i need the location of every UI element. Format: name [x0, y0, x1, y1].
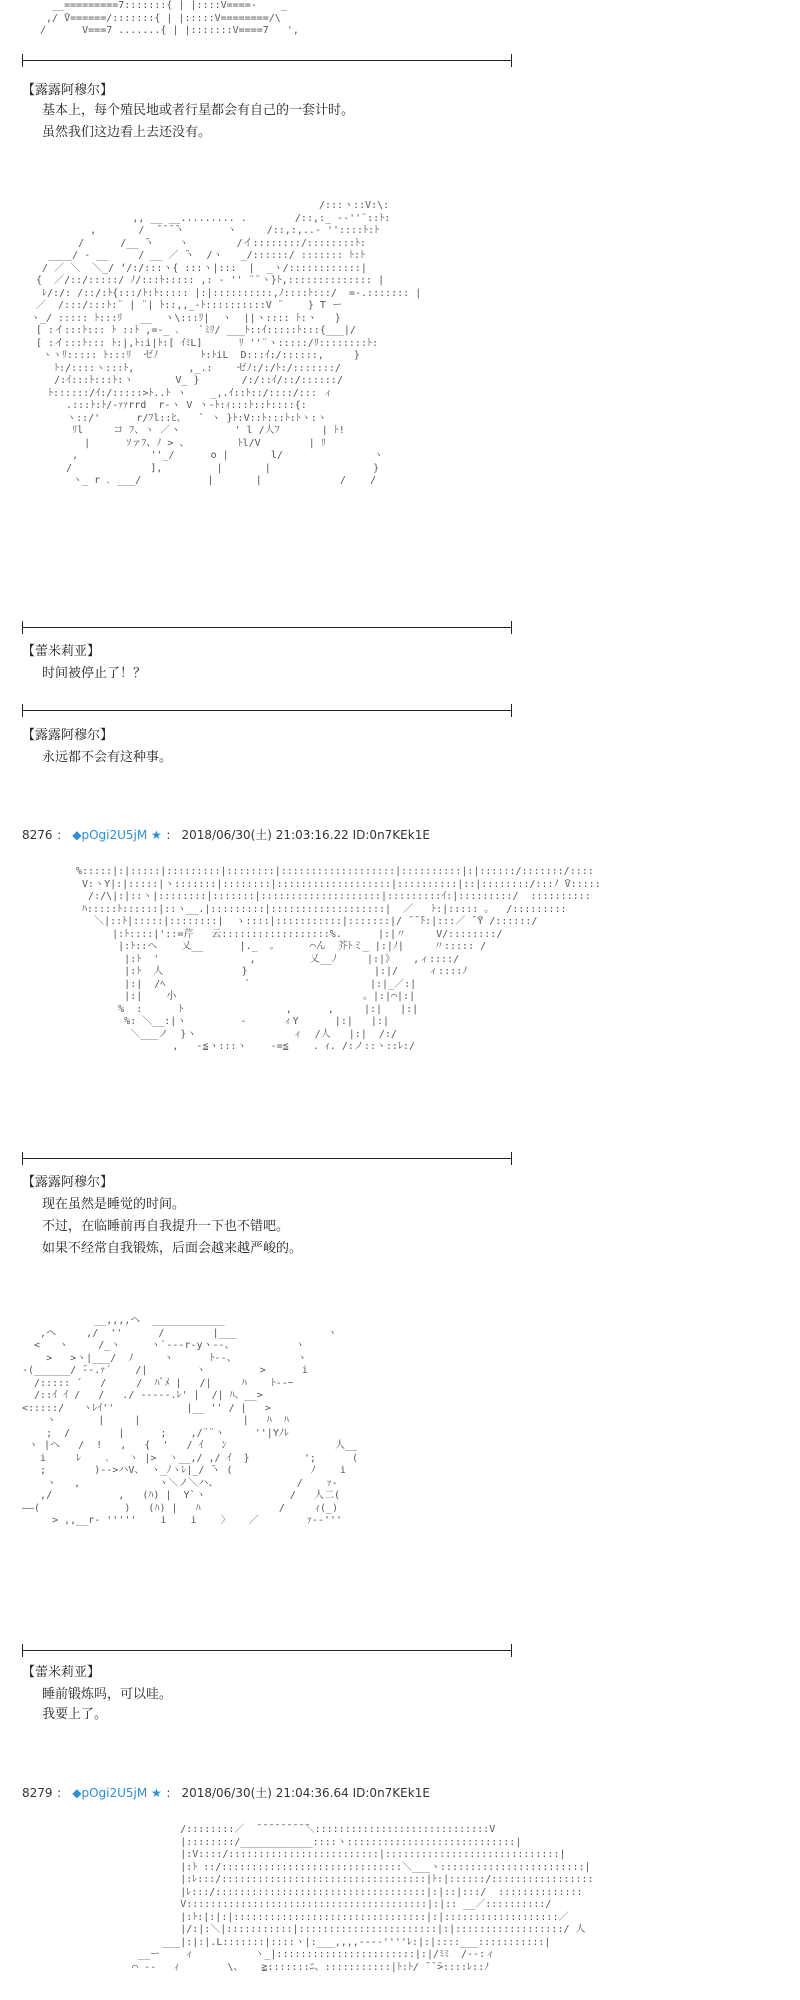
divider-line: [22, 1650, 512, 1651]
dialogue-line: 永远都不会有这种事。: [42, 750, 173, 765]
speaker-name: 【露露阿穆尔】: [22, 1175, 114, 1190]
dialogue-line: 我要上了。: [42, 1707, 108, 1722]
post-separator: ：: [165, 1786, 178, 1800]
divider-line: [22, 60, 512, 61]
speaker-name: 【蕾米莉亚】: [22, 644, 101, 659]
speaker-name: 【蕾米莉亚】: [22, 1665, 101, 1680]
dialogue-line: 不过，在临睡前再自我提升一下也不错吧。: [42, 1219, 290, 1234]
poster-id: ID:0n7KEk1E: [352, 828, 430, 842]
post-header: [22, 827, 430, 843]
dialogue-line: 时间被停止了！？: [42, 666, 147, 681]
post-separator: ：: [56, 1786, 69, 1800]
post-date: 2018/06/30(土) 21:03:16.22: [181, 828, 349, 842]
post-separator: ：: [165, 828, 178, 842]
post-number: 8279: [22, 1786, 53, 1800]
post-date: 2018/06/30(土) 21:04:36.64: [181, 1786, 349, 1800]
divider-line: [22, 627, 512, 628]
poster-trip-link[interactable]: ◆pOgi2U5jM ★: [72, 828, 162, 842]
post-number: 8276: [22, 828, 53, 842]
divider-line: [22, 710, 512, 711]
ascii-art-character: /:::ヽ::V:\: ,, __ __......... . /::,:_ -‐''¨::ﾄ: , / ̄ ̄ ̄ ̄ヽ ヽ /::,:,..- ''::::ﾄ:ﾄ / /__ ̄ヽ ヽ /イ::::::::/::::::::ﾄ: ____/ ‐ __ / __ ／ ̄ヽ /ヽ _/::::::/ ::::::: ﾄ:ﾄ / ／ ＼ ＼_/ ‘/:/:::ヽ{ :::ヽ|::: | _ヽ/::::::::::::| { ／/::/:::::/ ﾉ/:::ﾄ::::: ,: ‐ '' ¨¨ヽ}ﾄ,:::::::::::::: | ﾚ/:/: /::/:ﾄ{:::/ﾄ:ﾄ::::: |:|::::::::::,ﾉ::::ﾄ:::/ =-.::::::: | ／ /:::/:::ﾄ:¨ | ¨| ﾄ::,,_-ﾄ::::::::::V ¨ } T ー ヽ_/ ::::: ﾄ:::ﾘ __ ヽ\:::ﾘ| ヽ ||ヽ:::: ﾄ:ヽ } [ :イ:::ﾄ::: ﾄ ::ﾄ ,=-_ ､ `ﾐﾘ/ ___ﾄ::ｲ:::::ﾄ:::{___|/ [ :イ:::ﾄ::: ﾄ:|,ﾄ:i|ﾄ:[ ｲﾐL] ﾘ ''¨ヽ:::::/ﾘ::::::::ﾄ: ヽヽﾘ::::: ﾄ:::ﾘ ゼﾉ ﾄ:ﾄiL D:::ｲ:/::::::, } ﾄ:/::::ヽ:::ﾄ, ,_.: ゼﾉ:/:/ﾄ:/:::::::/ /:ｲ:::ﾄ:::ﾄ:ヽ V_ } /:/::ｲ/::/::::::/ ﾄ::::::/ｲ:/:::::>ﾄ..ﾄ ヽ _,.ｲ::ﾄ::/::::/::: ィ .:::ﾄ:ﾄ/‐ｧｧrrd r‐ヽ V ヽ‐ﾄ:ｨ:::ﾄ::ﾄ::::{: ヽ::/' r/ﾌl::ﾋ、 ` ヽ }ﾄ:V::ﾄ:::ﾄ:ﾄヽ:ヽ ﾘl コ ﾌ、ヽ ／ヽ ' l /人ﾌ | ﾄ! | ｿァﾌ、ﾉ > 、 ﾄl/V | ﾘ , ''_/ o | l/ ヽ / ], | | } ヽ_ r ､ ___/ | | / /: [30, 200, 422, 486]
dialogue-line: 睡前锻炼吗，可以哇。: [42, 1687, 173, 1702]
ascii-art-character: /::::::::／ ̄ ̄ ̄ ̄ ̄ ̄ ̄ ̄ ̄＼:::::::::::::::::::::::::::::V |::::::::/____________::::ヽ::::::::::::::::::::::::::::| |:V::::/:::::::::::::::::::::::::|:::::::::::::::::::::::::::::| |:ﾄ ::/::::::::::::::::::::::::::::::＼___ヽ::::::::::::::::::::::::| |:ﾚ:::/::::::::::::::::::::::::::::::::::|ﾄ:|::::::/::::::::::::::::: |ﾚ:::/:::::::::::::::::::::::::::::::::::|:|::|:::/ :::::::::::::: V::::::::::::::::::::::::::::::::::::::::|:|:: __／::::::::::/ |:ﾄ:|:|:|::::::::::::::::::::::::::::::::|:|:::::::::::::::::::／ |/:|:＼|:::::::::::|:::::::::::::::::::::::|:|::::::::::::::::::/ 人 ___|:|:|.L:::::::|::::ヽ|:___,,,,----''''ﾚ:|:|::::___:::::::::::| __ー ィ ヽ_|:::::::::::::::::::::::|:|/ﾐﾐ /‐-:ィ ⌒ ‐- ｨ \、 ≧:::::::ﾆ、:::::::::::|ﾄ:ﾄ/ ̄ ̄ ̄>::::ﾚ::ﾉ: [132, 1824, 594, 1973]
dialogue-line: 虽然我们这边看上去还没有。: [42, 125, 212, 140]
speaker-name: 【露露阿穆尔】: [22, 83, 114, 98]
speaker-name: 【露露阿穆尔】: [22, 728, 114, 743]
ascii-art-top-fragment: __=========7:::::::{ | |::::V====- _ ,/ ̄V======/:::::::{ | |:::::V========/\ / V===7 .......{ | |:::::::V====7 ',: [40, 0, 299, 36]
poster-id: ID:0n7KEk1E: [352, 1786, 430, 1800]
dialogue-line: 基本上，每个殖民地或者行星都会有自己的一套计时。: [42, 103, 355, 118]
post-separator: ：: [56, 828, 69, 842]
ascii-art-character: __,,,,ヘ ____________ ,ヘ ,/ '' / |___ ヽ < ヽ /_ヽ ヽ`---r-yヽ--、 ヽ > >ヽ|___/ ﾉ ヽ ﾄ‐-、 ヽ -(______/ ̄‐-.ｧ´ /| ヽ > i /::::: ´ / / ﾊﾞﾒ | /| ﾊ ﾄ‐-ｰ /::ｲ ｲ / / ./ ‐--‐‐.ﾚ' | /| ﾊ、__> <:::::/ ヽﾚｲ'' |__ '' / | > ヽ | | | ﾊ ﾊ ; / | ; ,/¨¨ヽ ''|Yﾉﾚ ヽ |ヘ / ! , { ' / ｲ ﾝ 人__ i ﾚ ､ ヽ |> ヽ__,/ ,/ ｲ } '; ( ; )-‐>ハV、 ヽ_ﾉヽﾚ|_/ ̄ヽ ( ﾉ i ヽ , ヽ＼ノ＼ハ、 / ｧ- ,/ , (ﾊ) | Y`ヽ / 人二( ——( ) (ﾊ) | ﾊ / ｨ(_) > ,,__r‐ ''''' i i 〉 ／ ｧ-‐''': [22, 1315, 359, 1526]
dialogue-line: 现在虽然是睡觉的时间。: [42, 1197, 186, 1212]
post-header: [22, 1785, 430, 1801]
dialogue-line: 如果不经常自我锻炼，后面会越来越严峻的。: [42, 1241, 303, 1256]
poster-trip-link[interactable]: ◆pOgi2U5jM ★: [72, 1786, 162, 1800]
ascii-art-character: %:::::|:|:::::|:::::::::|::::::::|:::::::::::::::::::|::::::::::|:|::::::/:::::::/:::: V:ヽY|:|:::::|ヽ:::::::|::::::::|:::::::::::::::::::|::::::::::|::|::::::::/:::ﾉ ̄V::::: /:/\|:|::ヽ|::::::::|:::::::|::::::::::::::::::::|:::::::::ｲ:|:::::::::/ :::::::::: ﾊ:::::ﾄ::::::|::ヽ__.|:::::::::|:::::::::::::::::::| ／ ﾄ:|::::: 。 /::::::::: ＼|::ﾄ|:::::|::::::::| ゝ::::|:::::::::::|:::::::|/ ̄ ̄ ̄ﾄ:|:::／ ̄ ̄Y /::::::/ |:ﾄ::::|'::=芹 云::::::::::::::::::%. |:|〃 V/::::::::/ |:ﾄ::ヘ 乂__ |._ 。 ⌒ん 芥ﾄミ_ |:|ﾉ| 〃::::: / |:ﾄ ' , 乂__ﾉ |:|》 ,ィ::::/ |:ﾄ 人 } |:|/ ィ::::ﾉ |:| /ﾍ ´ |:|_／:| |:| 小 。|:|⌒|:| % : ﾄ , , |:| |:| %: ＼__:|ヽ - ィY |:| |:| ＼___ノ }ヽ ィ /人 |:| /:/ , -≦ヽ:::ヽ -=≦ . ｨ. /:ノ::ヽ::ﾚ:/: [76, 866, 601, 1052]
divider-line: [22, 1158, 512, 1159]
